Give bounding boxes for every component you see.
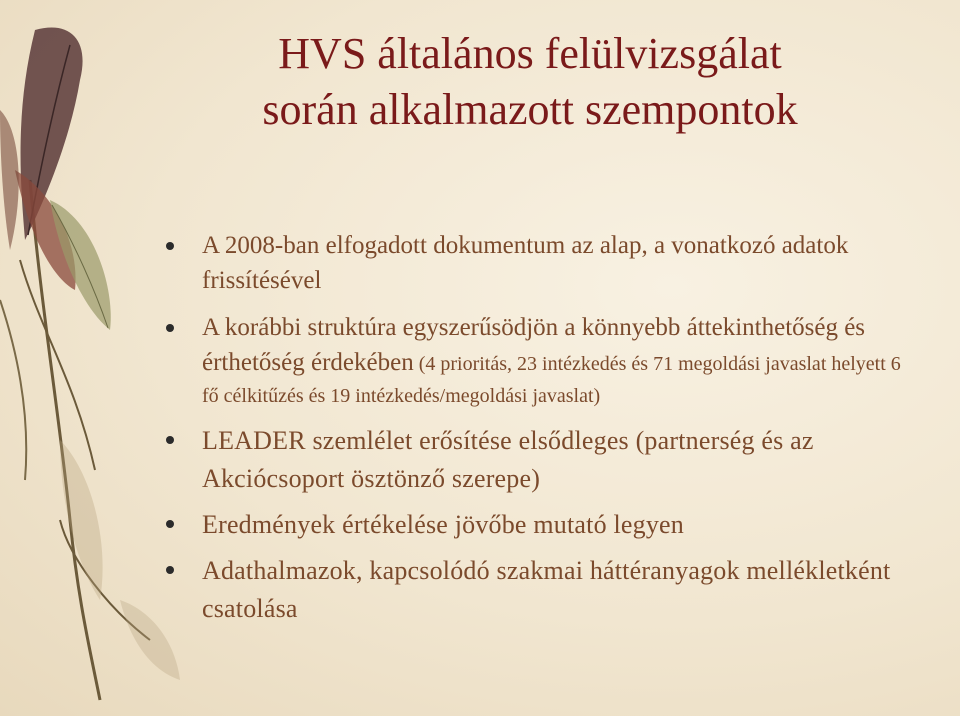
title-line-1: HVS általános felülvizsgálat — [278, 29, 782, 78]
bullet-dot-icon — [166, 566, 174, 574]
bullet-item — [162, 310, 902, 412]
bullet-text: Adathalmazok, kapcsolódó szakmai háttéranyagok mellékletként csatolása — [202, 556, 891, 623]
bullet-text: A 2008-ban elfogadott dokumentum az alap, a vonatkozó adatok frissítésével — [202, 232, 849, 294]
bullet-item — [162, 228, 902, 298]
bullet-item — [162, 506, 902, 544]
bullet-note: (4 prioritás, 23 intézkedés és 71 megoldási javaslat helyett 6 fő célkitűzés és 19 intézkedés/megoldási javaslat) — [202, 353, 901, 407]
bullet-item — [162, 552, 902, 628]
bullet-text: LEADER szemlélet erősítése elsődleges (partnerség és az Akciócsoport ösztönző szerepe) — [202, 426, 814, 493]
bullet-dot-icon — [166, 242, 174, 250]
title-line-2: során alkalmazott szempontok — [262, 85, 798, 134]
slide-title — [150, 26, 910, 138]
bullet-dot-icon — [166, 520, 174, 528]
bullet-text: Eredmények értékelése jövőbe mutató legyen — [202, 510, 684, 539]
bullet-list — [162, 228, 902, 638]
bullet-dot-icon — [166, 436, 174, 444]
bullet-dot-icon — [166, 324, 174, 332]
bullet-text: A korábbi struktúra egyszerűsödjön a könnyebb áttekinthetőség és érthetőség érdekében — [202, 314, 866, 376]
bullet-item — [162, 422, 902, 498]
